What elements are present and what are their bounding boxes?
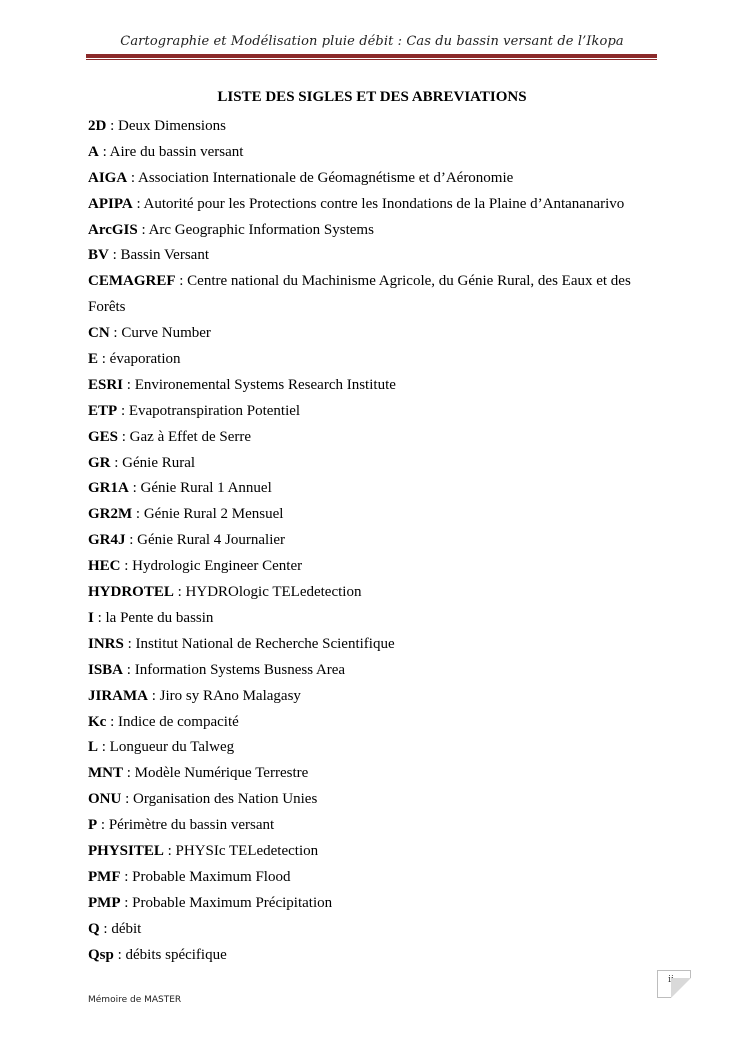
abbreviation-term: GR [88, 454, 111, 471]
abbreviation-item [88, 425, 656, 451]
abbreviation-definition: : Jiro sy RAno Malagasy [148, 687, 301, 704]
abbreviation-definition: : Génie Rural 1 Annuel [128, 480, 272, 497]
abbreviation-term: APIPA [88, 195, 133, 212]
abbreviation-term: GR1A [88, 480, 129, 497]
abbreviation-term: Qsp [88, 946, 114, 963]
abbreviation-term: PMP [88, 894, 121, 911]
abbreviation-definition: : Institut National de Recherche Scientifique [123, 635, 395, 652]
abbreviation-item [88, 684, 656, 710]
abbreviation-definition: : Environemental Systems Research Institute [123, 376, 396, 393]
abbreviation-definition: : Génie Rural 4 Journalier [125, 532, 286, 549]
page-title: LISTE DES SIGLES ET DES ABREVIATIONS [217, 89, 527, 105]
abbreviation-term: A [88, 143, 99, 160]
abbreviation-term: ONU [88, 791, 122, 808]
abbreviation-item [88, 632, 656, 658]
abbreviation-item [88, 761, 656, 787]
abbreviation-item [88, 813, 656, 839]
abbreviation-item [88, 528, 656, 554]
abbreviation-item [88, 502, 656, 528]
abbreviation-item [88, 891, 656, 917]
abbreviation-item [88, 140, 656, 166]
abbreviation-definition: : Probable Maximum Précipitation [120, 894, 333, 911]
abbreviation-definition: : Bassin Versant [108, 247, 209, 264]
abbreviation-term: GR2M [88, 506, 133, 523]
abbreviation-term: GR4J [88, 532, 126, 549]
abbreviation-item [88, 166, 656, 192]
abbreviation-definition: : Information Systems Busness Area [123, 661, 346, 678]
abbreviation-definition: : Organisation des Nation Unies [121, 791, 318, 808]
abbreviation-item [88, 943, 656, 969]
abbreviation-term: ETP [88, 402, 118, 419]
abbreviation-item [88, 710, 656, 736]
abbreviation-item [88, 218, 656, 244]
abbreviation-definition: : Modèle Numérique Terrestre [123, 765, 309, 782]
abbreviation-term: AIGA [88, 169, 128, 186]
abbreviation-definition: : Evapotranspiration Potentiel [117, 402, 301, 419]
abbreviation-item [88, 399, 656, 425]
abbreviation-term: MNT [88, 765, 123, 782]
abbreviation-item [88, 917, 656, 943]
abbreviation-term: ISBA [88, 661, 124, 678]
abbreviation-item [88, 476, 656, 502]
abbreviation-term: CN [88, 325, 110, 342]
abbreviation-term: 2D [88, 118, 107, 134]
abbreviation-definition: : PHYSIc TELedetection [163, 842, 319, 859]
abbreviation-term: E [88, 351, 99, 368]
abbreviation-item [88, 580, 656, 606]
abbreviation-term: JIRAMA [88, 687, 148, 704]
abbreviation-item [88, 787, 656, 813]
abbreviation-definition: : débit [99, 920, 142, 937]
abbreviation-definition: : HYDROlogic TELedetection [173, 584, 362, 601]
abbreviation-term: ESRI [88, 376, 124, 393]
header-title: Cartographie et Modélisation pluie débit : Cas du bassin versant de l’Ikopa [120, 34, 624, 49]
abbreviation-term: L [88, 739, 99, 756]
page-curl-icon [671, 978, 691, 998]
header-rule-thin [86, 59, 657, 60]
abbreviation-definition: : Curve Number [109, 325, 211, 342]
page-number-box [657, 970, 691, 998]
abbreviation-item [88, 373, 656, 399]
abbreviation-item [88, 243, 656, 269]
abbreviation-definition: : Probable Maximum Flood [120, 868, 291, 885]
abbreviation-term: HYDROTEL [88, 584, 174, 601]
abbreviation-item [88, 865, 656, 891]
abbreviation-definition: : Périmètre du bassin versant [97, 817, 275, 834]
abbreviation-term: BV [88, 247, 109, 264]
abbreviation-term: Q [88, 920, 100, 937]
abbreviation-definition-continued: Forêts [88, 299, 126, 316]
abbreviation-definition: : Arc Geographic Information Systems [137, 221, 374, 238]
abbreviation-item [88, 347, 656, 373]
abbreviation-definition: : débits spécifique [113, 946, 227, 963]
abbreviation-term: CEMAGREF [88, 273, 176, 290]
abbreviation-definition: : évaporation [98, 351, 181, 368]
abbreviation-definition: : Association Internationale de Géomagnétisme et d’Aéronomie [127, 169, 514, 186]
abbreviation-term: Kc [88, 713, 107, 730]
abbreviation-item [88, 451, 656, 477]
page-number: ii [668, 975, 674, 985]
abbreviation-item [88, 321, 656, 347]
header-rule [86, 54, 657, 58]
abbreviation-definition: : la Pente du bassin [93, 609, 214, 626]
abbreviation-list [88, 114, 656, 968]
abbreviation-term: INRS [88, 635, 124, 652]
abbreviation-definition: : Génie Rural 2 Mensuel [132, 506, 284, 523]
abbreviation-term: GES [88, 428, 119, 445]
abbreviation-item [88, 658, 656, 684]
abbreviation-item [88, 606, 656, 632]
abbreviation-definition: : Génie Rural [110, 454, 196, 471]
abbreviation-term: I [88, 609, 94, 626]
abbreviation-definition: : Gaz à Effet de Serre [118, 428, 252, 445]
abbreviation-item [88, 269, 656, 321]
footer-text: Mémoire de MASTER [88, 995, 182, 1005]
abbreviation-term: ArcGIS [88, 221, 138, 238]
abbreviation-definition: : Deux Dimensions [106, 118, 226, 134]
abbreviation-item [88, 839, 656, 865]
abbreviation-term: HEC [88, 558, 121, 575]
abbreviation-term: PMF [88, 868, 121, 885]
abbreviation-definition: : Autorité pour les Protections contre les Inondations de la Plaine d’Antananarivo [132, 195, 625, 212]
abbreviation-item [88, 554, 656, 580]
abbreviation-term: P [88, 817, 98, 834]
abbreviation-definition: : Aire du bassin versant [98, 143, 244, 160]
abbreviation-definition: : Longueur du Talweg [98, 739, 235, 756]
abbreviation-definition: : Hydrologic Engineer Center [120, 558, 303, 575]
abbreviation-item [88, 735, 656, 761]
abbreviation-term: PHYSITEL [88, 842, 164, 859]
abbreviation-definition: : Centre national du Machinisme Agricole, du Génie Rural, des Eaux et des [175, 273, 631, 290]
abbreviation-definition: : Indice de compacité [106, 713, 239, 730]
abbreviation-item [88, 114, 656, 140]
abbreviation-item [88, 192, 656, 218]
